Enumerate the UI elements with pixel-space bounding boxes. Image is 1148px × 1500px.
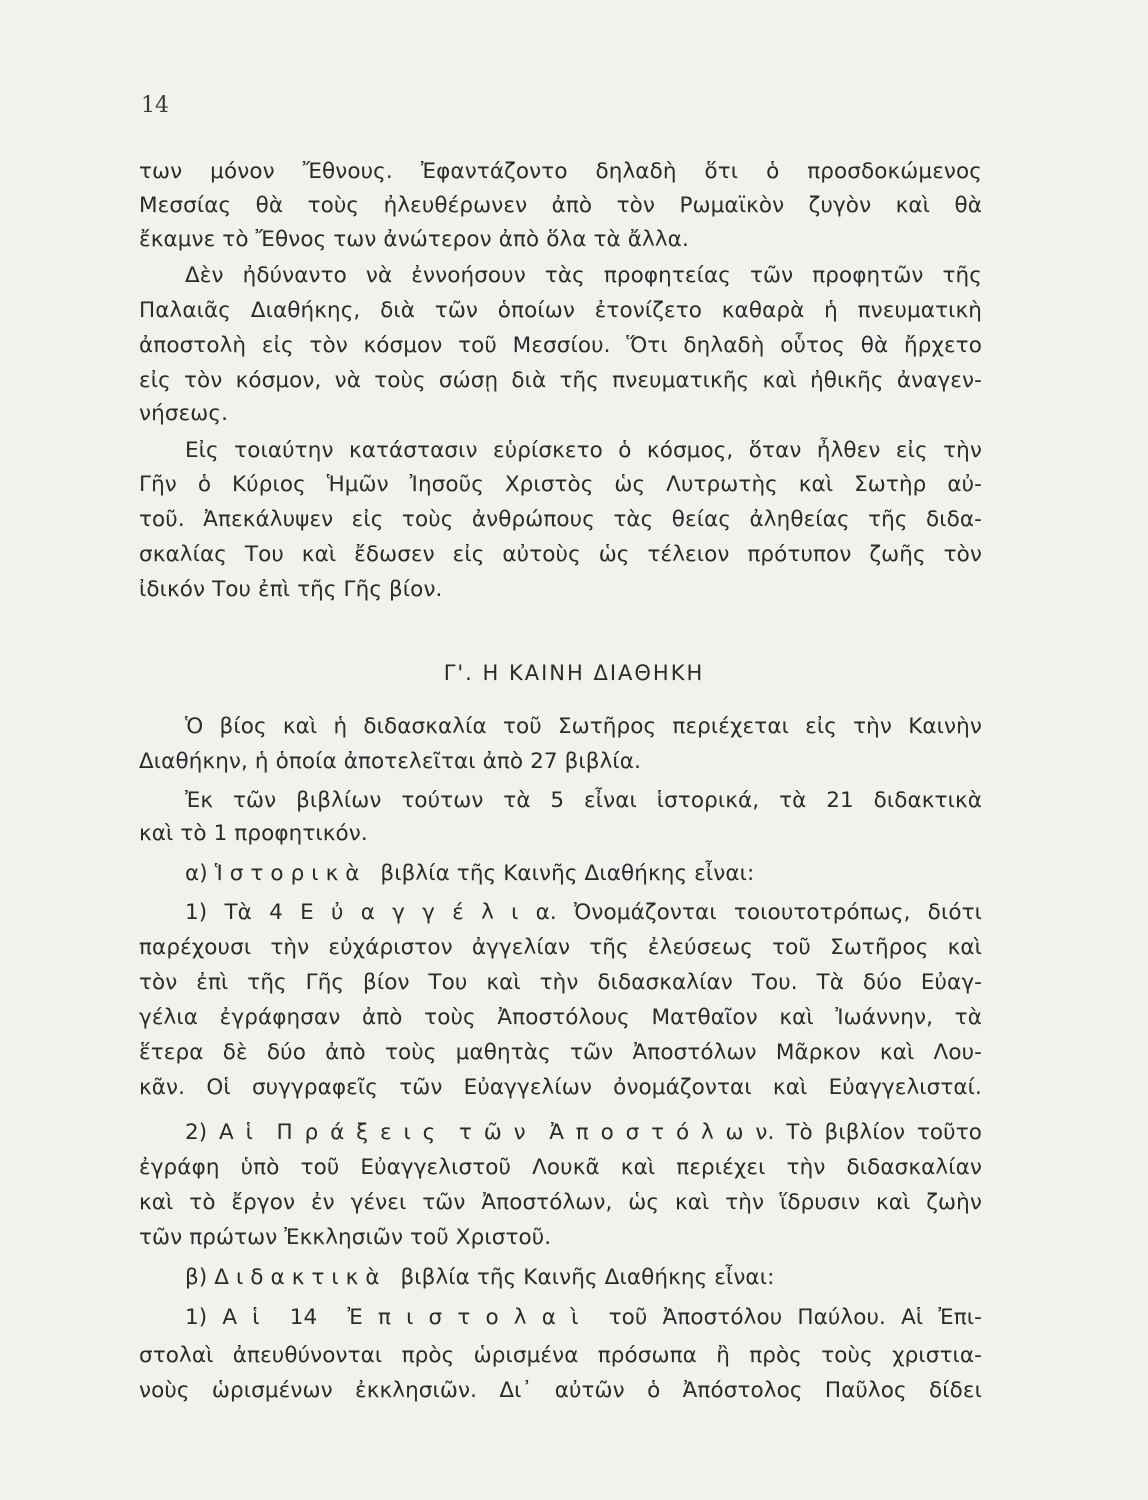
text-line: ἕτερα δὲ δύο ἀπὸ τοὺς μαθητὰς τῶν Ἀποστόλων Μᾶρκον καὶ Λου- xyxy=(139,1040,982,1065)
text-line: στολαὶ ἀπευθύνονται πρὸς ὡρισμένα πρόσωπα ἢ πρὸς τοὺς χριστια- xyxy=(139,1343,982,1368)
text-line: ἰδικόν Του ἐπὶ τῆς Γῆς βίον. xyxy=(139,577,443,602)
section-heading: Γ'. Η ΚΑΙΝΗ ΔΙΑΘΗΚΗ xyxy=(443,661,705,685)
text-line: α) Ἱ σ τ ο ρ ι κ ὰ βιβλία τῆς Καινῆς Διαθήκης εἶναι: xyxy=(185,861,755,886)
text-line: Δὲν ἠδύναντο νὰ ἐννοήσουν τὰς προφητείας τῶν προφητῶν τῆς xyxy=(185,263,982,288)
text-line: των μόνον Ἔθνους. Ἐφαντάζοντο δηλαδὴ ὅτι ὁ προσδοκώμενος xyxy=(139,159,982,184)
text-line: τῶν πρώτων Ἐκκλησιῶν τοῦ Χριστοῦ. xyxy=(139,1225,552,1250)
text-line: 1) Τὰ 4 Ε ὐ α γ γ έ λ ι α. Ὀνομάζονται τοιουτοτρόπως, διότι xyxy=(185,900,982,925)
text-line: Γῆν ὁ Κύριος Ἡμῶν Ἰησοῦς Χριστὸς ὡς Λυτρωτὴς καὶ Σωτὴρ αὐ- xyxy=(139,472,982,497)
text-line: εἰς τὸν κόσμον, νὰ τοὺς σώσῃ διὰ τῆς πνευματικῆς καὶ ἠθικῆς ἀναγεν- xyxy=(139,368,982,393)
text-line: σκαλίας Του καὶ ἔδωσεν εἰς αὐτοὺς ὡς τέλειον πρότυπον ζωῆς τὸν xyxy=(139,542,982,567)
text-line: νοὺς ὡρισμένων ἐκκλησιῶν. Δι᾽ αὐτῶν ὁ Ἀπόστολος Παῦλος δίδει xyxy=(139,1378,982,1403)
text-line: κᾶν. Οἱ συγγραφεῖς τῶν Εὐαγγελίων ὀνομάζονται καὶ Εὐαγγελισταί. xyxy=(139,1075,982,1100)
page-number: 14 xyxy=(141,93,169,118)
text-line: ἐγράφη ὑπὸ τοῦ Εὐαγγελιστοῦ Λουκᾶ καὶ περιέχει τὴν διδασκαλίαν xyxy=(139,1155,982,1180)
text-line: Ὁ βίος καὶ ἡ διδασκαλία τοῦ Σωτῆρος περιέχεται εἰς τὴν Καινὴν xyxy=(185,714,982,739)
text-line: Ἐκ τῶν βιβλίων τούτων τὰ 5 εἶναι ἱστορικά, τὰ 21 διδακτικὰ xyxy=(185,788,982,813)
text-line: τὸν ἐπὶ τῆς Γῆς βίον Του καὶ τὴν διδασκαλίαν Του. Τὰ δύο Εὐαγ- xyxy=(139,970,982,995)
text-line: Διαθήκην, ἡ ὁποία ἀποτελεῖται ἀπὸ 27 βιβλία. xyxy=(139,749,642,774)
text-line: παρέχουσι τὴν εὐχάριστον ἀγγελίαν τῆς ἐλεύσεως τοῦ Σωτῆρος καὶ xyxy=(139,935,982,960)
text-line: νήσεως. xyxy=(139,401,229,426)
text-line: Μεσσίας θὰ τοὺς ἠλευθέρωνεν ἀπὸ τὸν Ρωμαϊκὸν ζυγὸν καὶ θὰ xyxy=(139,193,982,218)
text-line: Εἰς τοιαύτην κατάστασιν εὑρίσκετο ὁ κόσμος, ὅταν ἦλθεν εἰς τὴν xyxy=(185,438,982,463)
text-line: 2) Α ἱ Π ρ ά ξ ε ι ς τ ῶ ν Ἀ π ο σ τ ό λ ω ν. Τὸ βιβλίον τοῦτο xyxy=(185,1120,982,1145)
text-line: τοῦ. Ἀπεκάλυψεν εἰς τοὺς ἀνθρώπους τὰς θείας ἀληθείας τῆς διδα- xyxy=(139,507,982,532)
text-line: ἔκαμνε τὸ Ἔθνος των ἀνώτερον ἀπὸ ὅλα τὰ ἄλλα. xyxy=(139,227,689,252)
text-line: ἀποστολὴ εἰς τὸν κόσμον τοῦ Μεσσίου. Ὅτι δηλαδὴ οὗτος θὰ ἤρχετο xyxy=(139,333,982,358)
text-line: γέλια ἐγράφησαν ἀπὸ τοὺς Ἀποστόλους Ματθαῖον καὶ Ἰωάννην, τὰ xyxy=(139,1005,982,1030)
text-line: καὶ τὸ 1 προφητικόν. xyxy=(139,821,368,846)
text-line: 1) Α ἱ 14 Ἐ π ι σ τ ο λ α ὶ τοῦ Ἀποστόλου Παύλου. Αἱ Ἐπι- xyxy=(185,1305,982,1330)
text-line: β) Δ ι δ α κ τ ι κ ὰ βιβλία τῆς Καινῆς Διαθήκης εἶναι: xyxy=(185,1265,775,1290)
text-line: καὶ τὸ ἔργον ἐν γένει τῶν Ἀποστόλων, ὡς καὶ τὴν ἵδρυσιν καὶ ζωὴν xyxy=(139,1190,982,1215)
text-line: Παλαιᾶς Διαθήκης, διὰ τῶν ὁποίων ἐτονίζετο καθαρὰ ἡ πνευματικὴ xyxy=(139,298,982,323)
